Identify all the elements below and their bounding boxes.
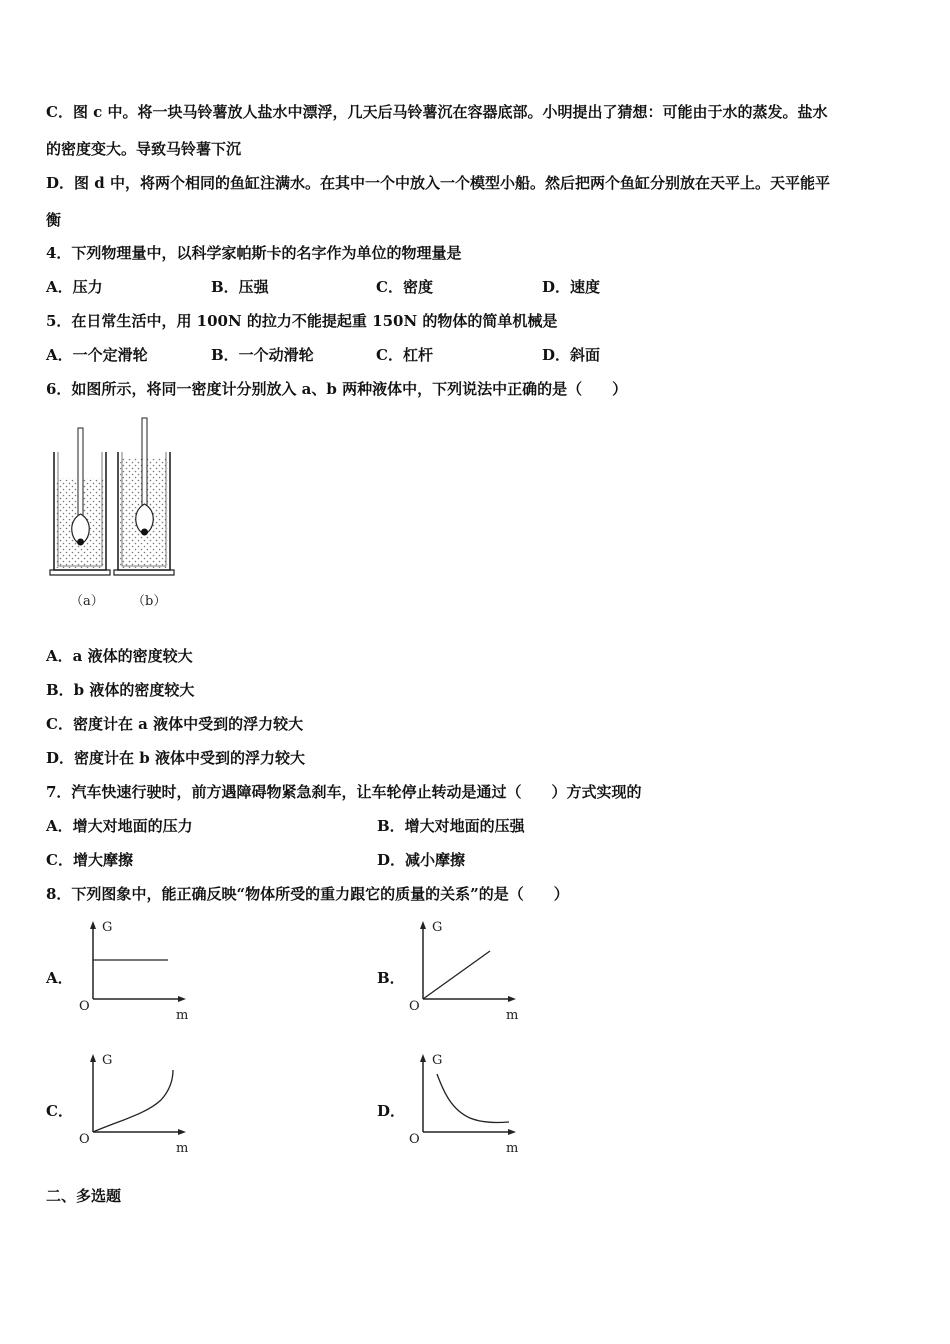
q7-option-b[interactable]: B．增大对地面的压强: [377, 817, 525, 835]
graph-a[interactable]: [76, 915, 206, 1025]
q8-option-d-label[interactable]: D．: [377, 1102, 406, 1120]
q5-option-d[interactable]: D．斜面: [542, 346, 601, 364]
option-d-text-line1: D．图 d 中，将两个相同的鱼缸注满水。在其中一个中放入一个模型小船。然后把两个鱼缸分别放在天平上。天平能平: [46, 174, 830, 192]
option-d-text-line2: 衡: [46, 211, 62, 229]
q6-option-d[interactable]: D．密度计在 b 液体中受到的浮力较大: [46, 749, 305, 767]
option-c-text-line1: C．图 c 中。将一块马铃薯放人盐水中漂浮，几天后马铃薯沉在容器底部。小明提出了猜想：可能由于水的蒸发。盐水: [46, 103, 828, 121]
beaker-a: [50, 428, 110, 575]
q7-option-a[interactable]: A．增大对地面的压力: [46, 817, 193, 835]
q5-option-c[interactable]: C．杠杆: [376, 346, 433, 364]
q4-option-c[interactable]: C．密度: [376, 278, 433, 296]
q5-option-a[interactable]: A．一个定滑轮: [46, 346, 148, 364]
q5-option-b[interactable]: B．一个动滑轮: [211, 346, 314, 364]
q7-option-c[interactable]: C．增大摩擦: [46, 851, 133, 869]
q6-option-c[interactable]: C．密度计在 a 液体中受到的浮力较大: [46, 715, 304, 733]
graph-b[interactable]: [406, 915, 536, 1025]
q4-option-a[interactable]: A．压力: [46, 278, 103, 296]
q4-stem: 4．下列物理量中，以科学家帕斯卡的名字作为单位的物理量是: [46, 244, 462, 262]
axis-g-label: G: [102, 920, 113, 935]
origin-label: O: [409, 999, 420, 1014]
axis-m-label: m: [506, 1008, 519, 1023]
axis-m-label: m: [176, 1008, 189, 1023]
beaker-b: [114, 418, 174, 575]
q8-option-a-label[interactable]: A．: [46, 969, 73, 987]
q8-stem: 8．下列图象中，能正确反映“物体所受的重力跟它的质量的关系”的是（ ）: [46, 885, 569, 903]
hydrometer-figure: [44, 410, 184, 615]
q6-option-a[interactable]: A．a 液体的密度较大: [46, 647, 193, 665]
q6-stem: 6．如图所示，将同一密度计分别放入 a、b 两种液体中，下列说法中正确的是（ ）: [46, 380, 628, 398]
q7-stem: 7．汽车快速行驶时，前方遇障碍物紧急刹车，让车轮停止转动是通过（ ）方式实现的: [46, 783, 642, 801]
option-c-text-line2: 的密度变大。导致马铃薯下沉: [46, 140, 242, 158]
graph-c[interactable]: [76, 1048, 206, 1158]
label-a: （a）: [70, 594, 104, 609]
q8-option-c-label[interactable]: C．: [46, 1102, 73, 1120]
origin-label: O: [409, 1132, 420, 1147]
axis-g-label: G: [432, 1053, 443, 1068]
label-b: （b）: [132, 594, 167, 609]
q4-option-d[interactable]: D．速度: [542, 278, 601, 296]
axis-m-label: m: [506, 1141, 519, 1156]
axis-g-label: G: [102, 1053, 113, 1068]
origin-label: O: [79, 1132, 90, 1147]
q8-option-b-label[interactable]: B．: [377, 969, 405, 987]
q7-option-d[interactable]: D．减小摩擦: [377, 851, 466, 869]
q6-option-b[interactable]: B．b 液体的密度较大: [46, 681, 195, 699]
axis-m-label: m: [176, 1141, 189, 1156]
graph-d[interactable]: [406, 1048, 536, 1158]
section-title: 二、多选题: [46, 1187, 122, 1205]
axis-g-label: G: [432, 920, 443, 935]
origin-label: O: [79, 999, 90, 1014]
q5-stem: 5．在日常生活中，用 100N 的拉力不能提起重 150N 的物体的简单机械是: [46, 312, 558, 330]
q4-option-b[interactable]: B．压强: [211, 278, 269, 296]
